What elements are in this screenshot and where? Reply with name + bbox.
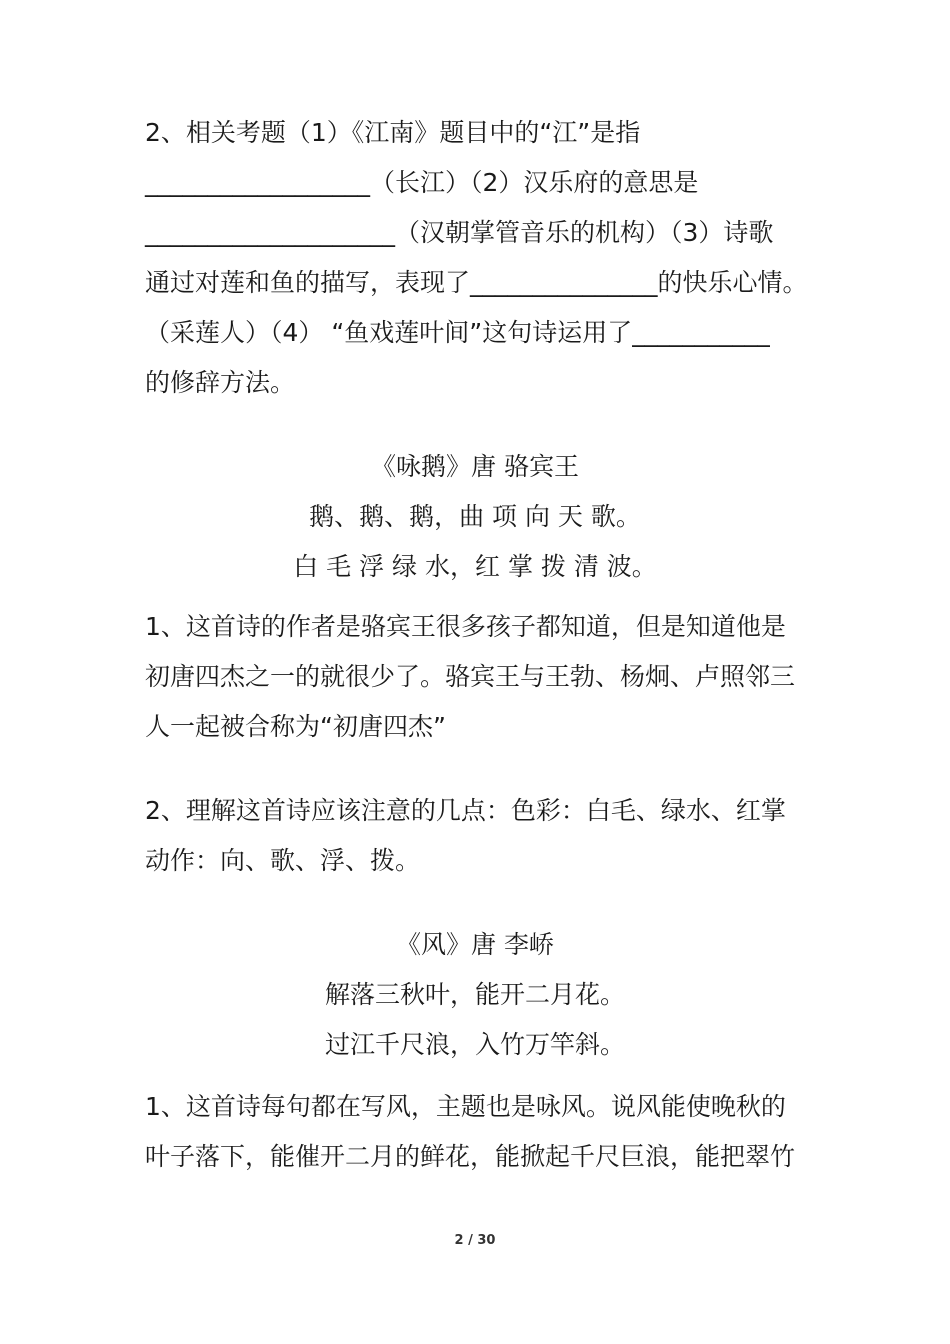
question-line: 的修辞方法。 — [145, 368, 296, 397]
question-line: （采莲人）（4） “鱼戏莲叶间”这句诗运用了___________ — [145, 318, 770, 347]
note-line: 叶子落下，能催开二月的鲜花，能掀起千尺巨浪，能把翠竹 — [145, 1142, 796, 1171]
note-line: 初唐四杰之一的就很少了。骆宾王与王勃、杨炯、卢照邻三 — [145, 662, 796, 691]
question-line: 通过对莲和鱼的描写，表现了_______________的快乐心情。 — [145, 268, 808, 297]
note-line: 1、这首诗每句都在写风，主题也是咏风。说风能使晚秋的 — [145, 1092, 786, 1121]
poem-verse: 鹅、鹅、鹅，曲 项 向 天 歌。 — [309, 502, 641, 531]
poem-verse: 过江千尺浪，入竹万竿斜。 — [324, 1030, 625, 1059]
question-line: __________________（长江）（2）汉乐府的意思是 — [145, 168, 699, 197]
poem-title: 《风》唐 李峤 — [396, 930, 554, 959]
poem-verse: 白 毛 浮 绿 水，红 掌 拨 清 波。 — [293, 552, 657, 581]
question-line: 2、相关考题（1）《江南》题目中的“江”是指 — [145, 118, 641, 147]
question-line: ____________________（汉朝掌管音乐的机构）（3）诗歌 — [145, 218, 774, 247]
note-line: 动作：向、歌、浮、拨。 — [145, 846, 421, 875]
poem-title: 《咏鹅》唐 骆宾王 — [371, 452, 579, 481]
note-line: 1、这首诗的作者是骆宾王很多孩子都知道，但是知道他是 — [145, 612, 786, 641]
page-number: 2 / 30 — [454, 1233, 496, 1248]
note-line: 人一起被合称为“初唐四杰” — [145, 712, 446, 741]
note-line: 2、理解这首诗应该注意的几点：色彩：白毛、绿水、红掌 — [145, 796, 786, 825]
poem-verse: 解落三秋叶，能开二月花。 — [324, 980, 625, 1009]
